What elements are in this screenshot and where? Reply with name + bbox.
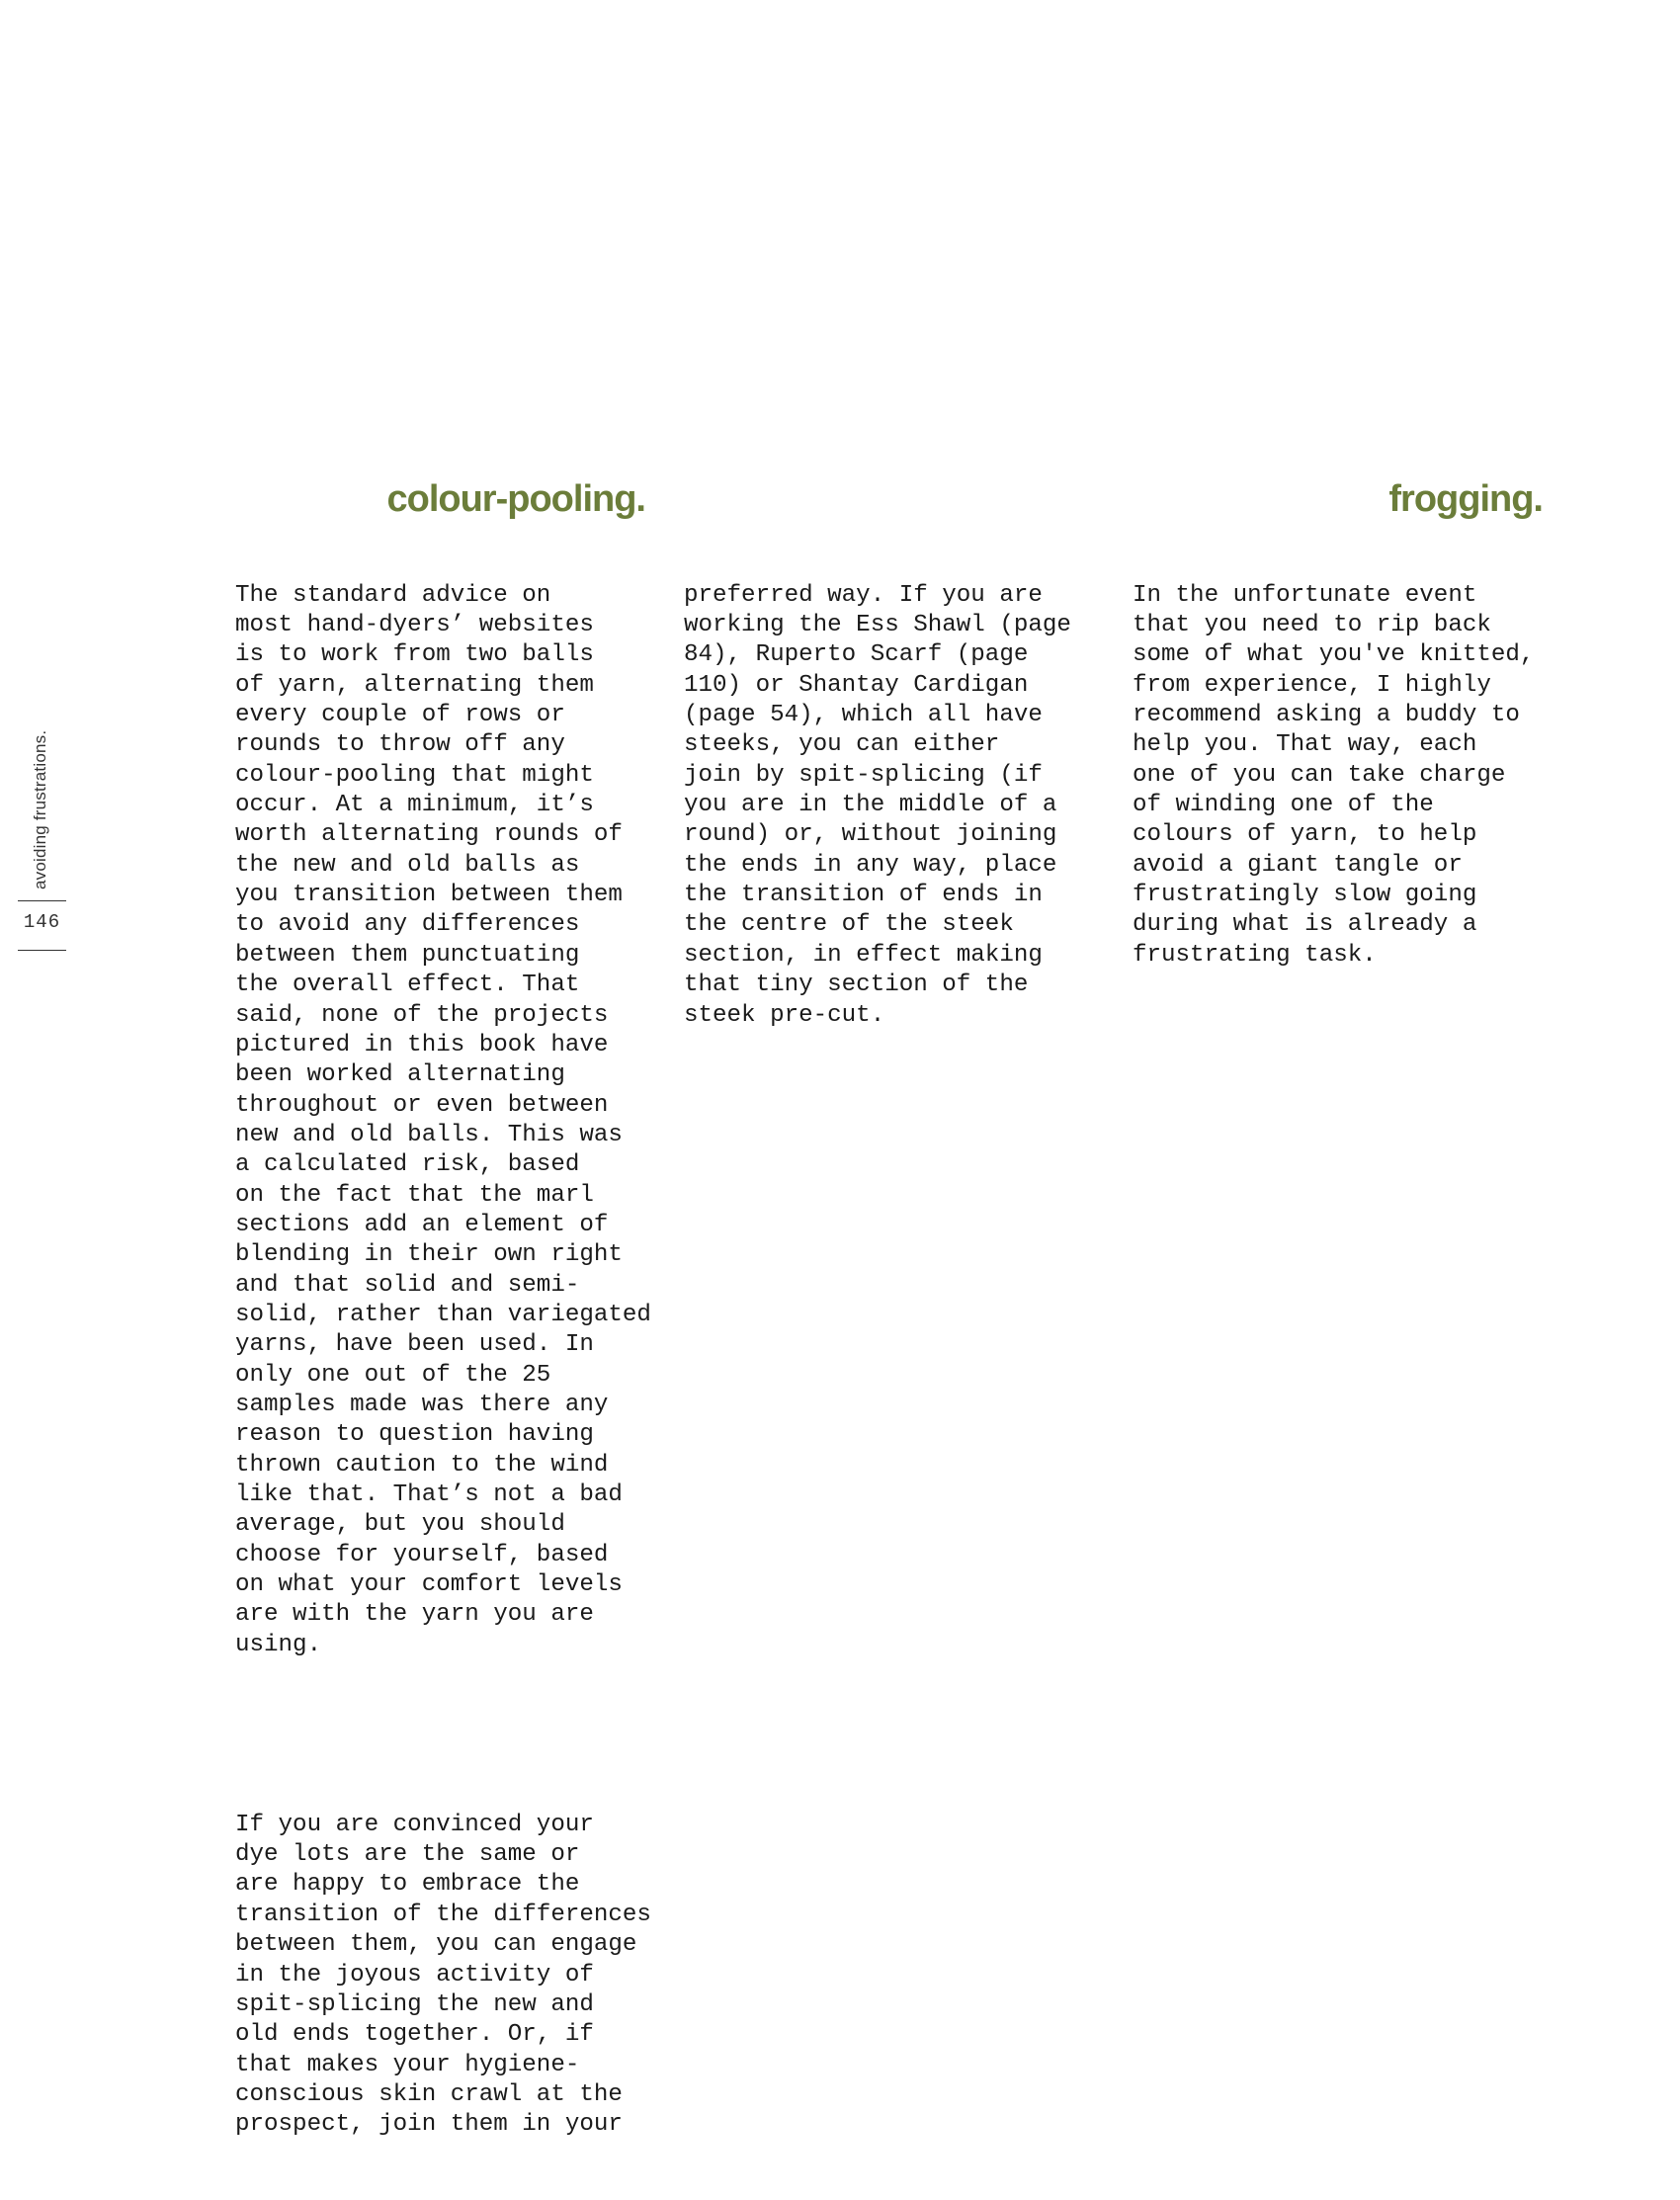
- column-2-paragraph-1: preferred way. If you are working the Ess Shawl (page 84), Ruperto Scarf (page 110) or Shantay Cardigan (page 54), which all have steeks, you can either join by spit-splicing (if you are in the middle of a round) or, without joining the ends in any way, place the transition of ends in the centre of the steek section, in effect making that tiny section of the steek pre-cut.: [684, 581, 1071, 1029]
- column-3-paragraph-1: In the unfortunate event that you need to rip back some of what you've knitted, from experience, I highly recommend asking a buddy to help you. That way, each one of you can take charge of winding one of the colours of yarn, to help avoid a giant tangle or frustratingly slow going during what is already a frustrating task.: [1133, 581, 1535, 969]
- column-3: [1133, 521, 1567, 1031]
- column-1-paragraph-2: If you are convinced your dye lots are the same or are happy to embrace the transition of the differences between them, you can engage in the joyous activity of spit-splicing the new and old ends together. Or, if that makes your hygiene- conscious skin crawl at the prospect, join them in your: [235, 1811, 651, 2139]
- paragraph-spacer: [235, 1721, 670, 1750]
- column-1: [235, 521, 670, 2200]
- column-1-paragraph-1: The standard advice on most hand-dyers’ websites is to work from two balls of yarn, alternating them every couple of rows or rounds to throw off any colour-pooling that might occur. At a minimum, it’s worth alternating rounds of the new and old balls as you transition between them to avoid any differences between them punctuating the overall effect. That said, none of the projects pictured in this book have been worked alternating throughout or even between new and old balls. This was a calculated risk, based on the fact that the marl sections add an element of blending in their own right and that solid and semi- solid, rather than variegated yarns, have been used. In only one out of the 25 samples made was there any reason to question having thrown caution to the wind like that. That’s not a bad average, but you should choose for yourself, based on what your comfort levels are with the yarn you are using.: [235, 581, 651, 1658]
- heading-colour-pooling: colour-pooling.: [386, 478, 645, 520]
- section-label: avoiding frustrations.: [31, 729, 49, 889]
- heading-frogging: frogging.: [1388, 478, 1543, 520]
- page-number-top-rule: [18, 900, 66, 901]
- page-number-bottom-rule: [18, 950, 66, 951]
- page-number: 146: [23, 911, 61, 933]
- column-2: [684, 521, 1119, 1091]
